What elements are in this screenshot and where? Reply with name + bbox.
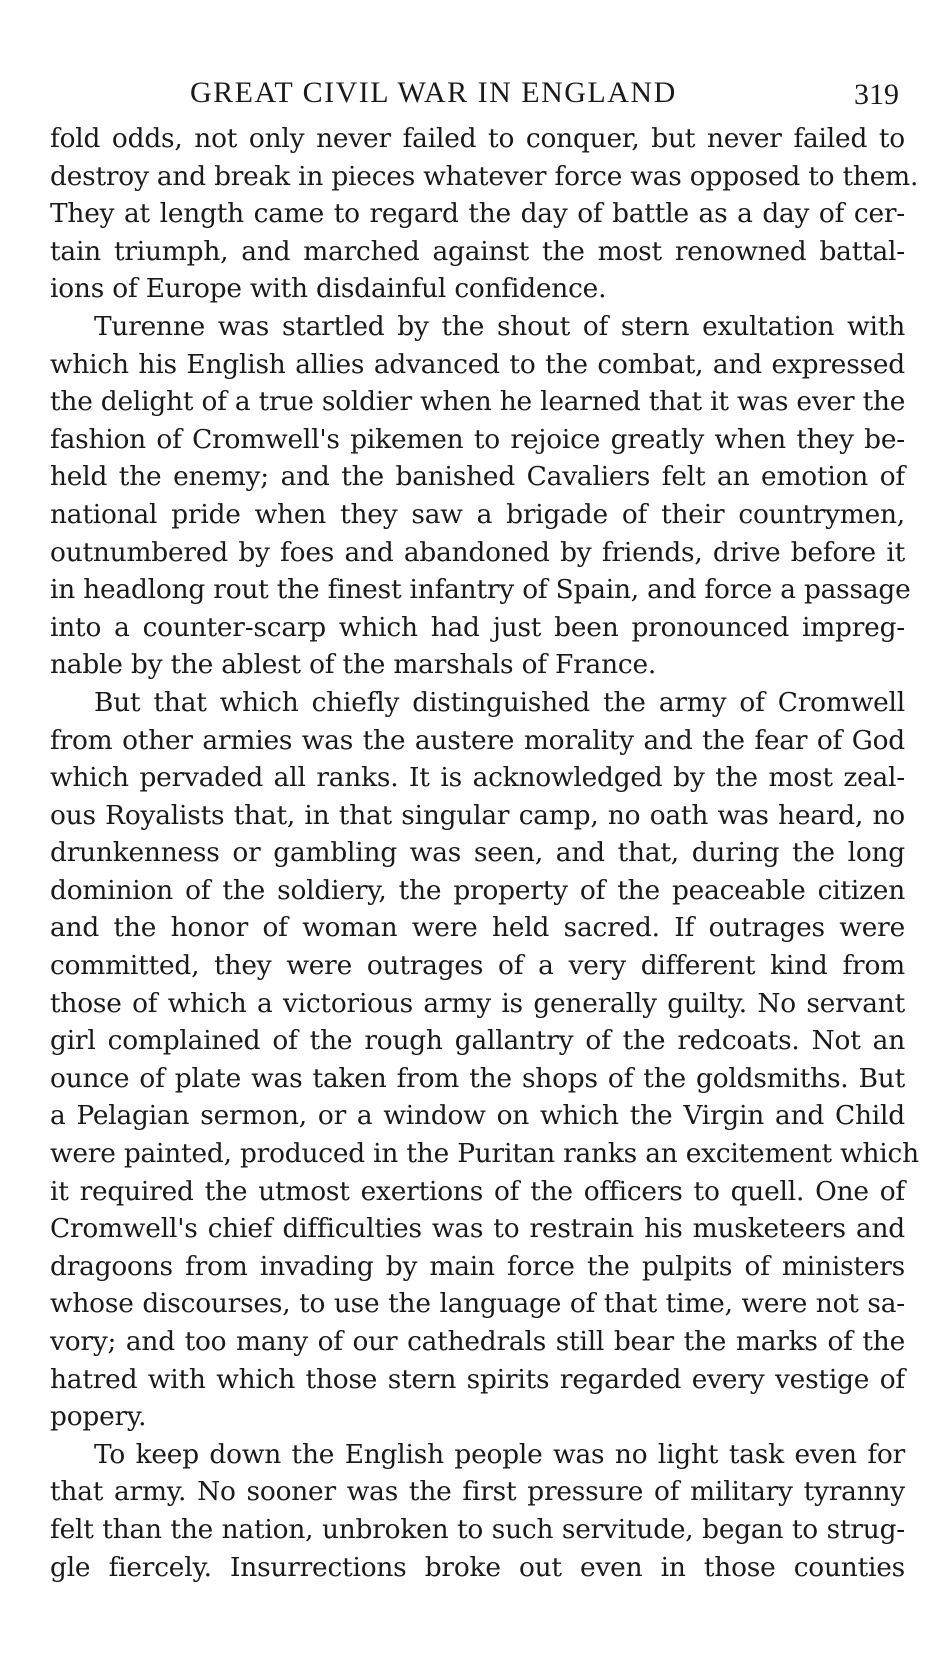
text-line: into a counter-scarp which had just been pronounced impreg- <box>50 611 905 643</box>
paragraph <box>50 684 919 1436</box>
text-line: They at length came to regard the day of battle as a day of cer- <box>50 198 905 230</box>
text-line: committed, they were outrages of a very different kind from <box>50 950 905 982</box>
text-line: felt than the nation, unbroken to such servitude, began to strug- <box>50 1513 905 1545</box>
text-line: gle fiercely. Insurrections broke out even in those counties <box>50 1551 905 1583</box>
text-line: nable by the ablest of the marshals of France. <box>50 649 657 681</box>
text-line: ous Royalists that, in that singular camp, no oath was heard, no <box>50 799 905 831</box>
text-line: were painted, produced in the Puritan ranks an excitement which <box>50 1138 919 1170</box>
text-line: in headlong rout the finest infantry of Spain, and force a passage <box>50 574 911 606</box>
text-line: a Pelagian sermon, or a window on which the Virgin and Child <box>50 1100 905 1132</box>
text-line: outnumbered by foes and abandoned by friends, drive before it <box>50 536 905 568</box>
body-text <box>50 120 919 1586</box>
book-page <box>50 72 919 1586</box>
text-line: those of which a victorious army is generally guilty. No servant <box>50 987 905 1019</box>
text-line: fashion of Cromwell's pikemen to rejoice greatly when they be- <box>50 423 905 455</box>
text-line: and the honor of woman were held sacred. If outrages were <box>50 912 905 944</box>
text-line: vory; and too many of our cathedrals still bear the marks of the <box>50 1326 905 1357</box>
text-line: girl complained of the rough gallantry of the redcoats. Not an <box>50 1025 905 1057</box>
text-line: destroy and break in pieces whatever force was opposed to them. <box>50 160 919 192</box>
text-line: that army. No sooner was the first pressure of military tyranny <box>50 1476 905 1508</box>
text-line: which pervaded all ranks. It is acknowledged by the most zeal- <box>50 762 905 794</box>
text-line: ions of Europe with disdainful confidence. <box>50 273 607 305</box>
text-line: which his English allies advanced to the combat, and expressed <box>50 348 905 380</box>
text-line: national pride when they saw a brigade of their countrymen, <box>50 498 905 530</box>
text-line: To keep down the English people was no light task even for <box>94 1438 905 1470</box>
paragraph <box>50 1436 905 1586</box>
text-line: it required the utmost exertions of the officers to quell. One of <box>50 1175 905 1207</box>
text-line: whose discourses, to use the language of that time, were not sa- <box>50 1288 905 1320</box>
text-line: dominion of the soldiery, the property of the peaceable citizen <box>50 874 905 906</box>
text-line: But that which chiefly distinguished the army of Cromwell <box>94 686 905 718</box>
text-line: dragoons from invading by main force the pulpits of ministers <box>50 1250 905 1282</box>
text-line: fold odds, not only never failed to conquer, but never failed to <box>50 123 905 154</box>
text-line: Turenne was startled by the shout of stern exultation with <box>94 310 905 342</box>
text-line: from other armies was the austere morality and the fear of God <box>50 724 905 756</box>
running-title: GREAT CIVIL WAR IN ENGLAND <box>190 76 677 109</box>
text-line: ounce of plate was taken from the shops of the goldsmiths. But <box>50 1062 905 1094</box>
running-head <box>50 72 905 120</box>
text-line: held the enemy; and the banished Cavaliers felt an emotion of <box>50 461 905 493</box>
text-line: drunkenness or gambling was seen, and that, during the long <box>50 837 905 869</box>
text-line: Cromwell's chief difficulties was to restrain his musketeers and <box>50 1213 905 1245</box>
text-line: tain triumph, and marched against the most renowned battal- <box>50 235 905 267</box>
paragraph <box>50 120 919 308</box>
paragraph <box>50 308 911 684</box>
text-line: hatred with which those stern spirits regarded every vestige of <box>50 1363 905 1395</box>
text-line: the delight of a true soldier when he learned that it was ever the <box>50 386 906 418</box>
page-number: 319 <box>854 78 899 111</box>
text-line: popery. <box>50 1401 147 1433</box>
